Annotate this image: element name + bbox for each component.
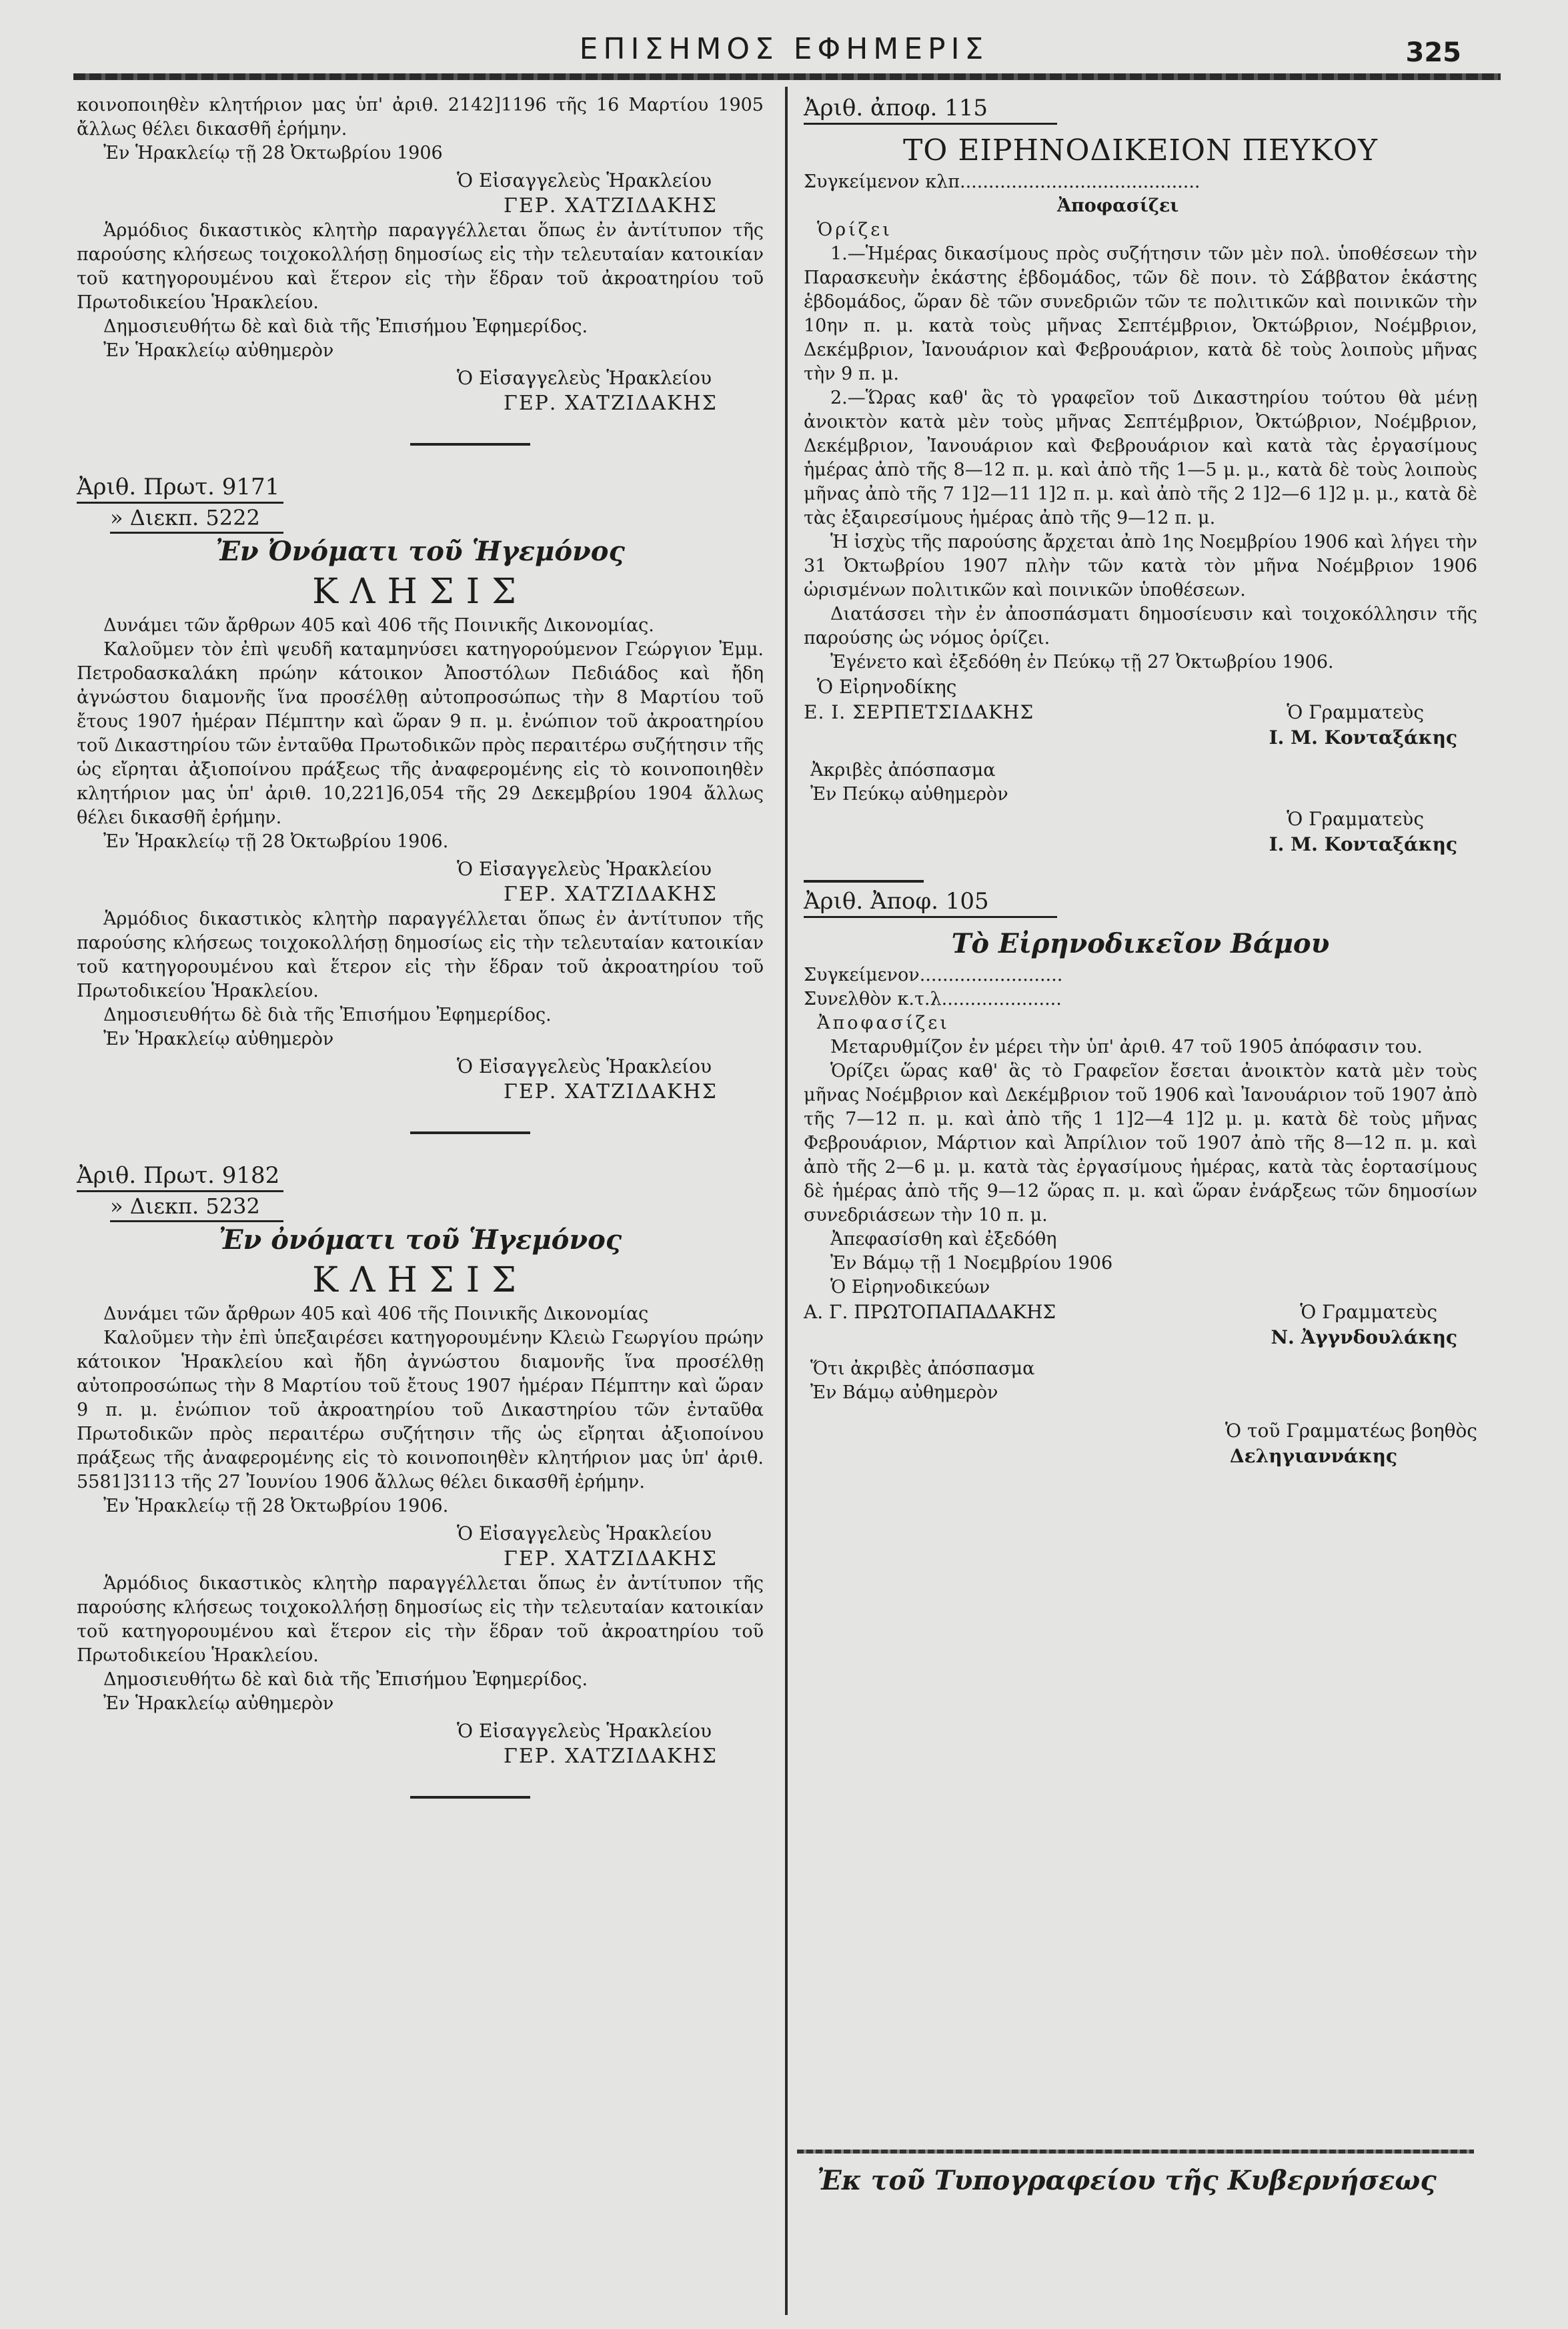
paragraph: Συγκείμενον κλπ.......................................... <box>804 171 1201 192</box>
court-title: Τὸ Εἰρηνοδικεῖον Βάμου <box>951 928 1330 959</box>
paragraph: κοινοποιηθὲν κλητήριον μας ὑπ' ἀριθ. 2142]1196 τῆς 16 Μαρτίου 1905 ἄλλως θέλει δικασθῆ ἐρήμην. <box>77 95 764 139</box>
signature-title: Ὁ Εἰσαγγελεὺς Ἡρακλείου <box>457 858 712 880</box>
signature-title: Ὁ Εἰσαγγελεὺς Ἡρακλείου <box>457 1720 712 1742</box>
page-header-title: ΕΠΙΣΗΜΟΣ ΕΦΗΜΕΡΙΣ <box>579 32 989 66</box>
section-rule <box>410 1796 530 1799</box>
signature-name: ΓΕΡ. ΧΑΤΖΙΔΑΚΗΣ <box>504 392 718 415</box>
paragraph: Καλοῦμεν τὴν ἐπὶ ὑπεξαιρέσει κατηγορουμένην Κλειὼ Γεωργίου πρώην κάτοικον Ἡρακλείου καὶ ἤδη ἀγνώστου διαμονῆς ἵνα προσέλθῃ αὐτοπροσώπως τὴν 8 Μαρτίου τοῦ ἔτους 1907 ἡμέραν Πέμπτην καὶ ὥραν 9 π. μ. ἐνώπιον τοῦ ἀκροατηρίου τοῦ Δικαστηρίου τῶν ἐνταῦθα Πρωτοδικῶν πρὸς περαιτέρω συζήτησιν τῆς ὡς εἴρηται ἀξιοποίνου πράξεως τῆς ἀναφερομένης εἰς τὸ κοινοποιηθὲν κλητήριον μας ὑπ' ἀριθ. 5581]3113 τῆς 27 Ἰουνίου 1906 ἄλλως θέλει δικασθῆ ἐρήμην. <box>77 1328 764 1492</box>
date-line: Ἐν Ἡρακλείῳ τῇ 28 Ὀκτωβρίου 1906. <box>103 831 449 852</box>
orders-label: Ὁρίζει <box>817 219 892 240</box>
signature-title: Ὁ Εἰσαγγελεὺς Ἡρακλείου <box>457 169 712 191</box>
signature-row: Ν. Ἀγγνδουλάκης <box>1271 1326 1457 1348</box>
page-number: 325 <box>1405 37 1461 68</box>
paragraph: Ἁρμόδιος δικαστικὸς κλητὴρ παραγγέλλεται ὅπως ἐν ἀντίτυπον τῆς παρούσης κλήσεως τοιχοκολλήσῃ δημοσίως εἰς τὴν τελευταίαν κατοικίαν τοῦ κατηγορουμένου καὶ ἕτερον εἰς τὴν ἕδραν τοῦ ἀκροατηρίου τοῦ Πρωτοδικείου Ἡρακλείου. <box>77 909 764 1001</box>
signature-name: ΓΕΡ. ΧΑΤΖΙΔΑΚΗΣ <box>504 1745 718 1768</box>
signature-row: Ὁ Εἰρηνοδίκης <box>817 676 957 698</box>
paragraph: Ἡ ἰσχὺς τῆς παρούσης ἄρχεται ἀπὸ 1ης Νοεμβρίου 1906 καὶ λήγει τὴν 31 Ὀκτωβρίου 1907 πλὴν τῶν κατὰ τὸν μῆνα Νοέμβριον 1906 ὡρισμένων πολιτικῶν καὶ ποινικῶν ὑποθέσεων. <box>804 532 1477 600</box>
paragraph: 2.—Ὥρας καθ' ἃς τὸ γραφεῖον τοῦ Δικαστηρίου τούτου θὰ μένῃ ἀνοικτὸν κατὰ μὲν τοὺς μῆνας Σεπτέμβριον, Ὀκτώβριον, Νοέμβριον, Δεκέμβριον, Ἰανουάριον καὶ Φεβρουάριον καὶ κατὰ τὰς ἐργασίμους ἡμέρας ἀπὸ τῆς 8—12 π. μ. καὶ ἀπὸ τῆς 1—5 μ. μ., κατὰ δὲ τοὺς λοιποὺς μῆνας ἀπὸ τῆς 7 1]2—11 1]2 π. μ. καὶ ἀπὸ τῆς 2 1]2—6 1]2 μ. μ., κατὰ δὲ τὰς ἑξαιρεσίμους ἡμέρας ἀπὸ τῆς 9—12 π. μ. <box>804 388 1477 528</box>
signature-name: ΓΕΡ. ΧΑΤΖΙΔΑΚΗΣ <box>504 1080 718 1103</box>
section-title: ΚΛΗΣΙΣ <box>312 1260 528 1300</box>
paragraph: Δημοσιευθήτω δὲ καὶ διὰ τῆς Ἐπισήμου Ἐφημερίδος. <box>103 316 588 337</box>
paragraph: Ἁρμόδιος δικαστικὸς κλητὴρ παραγγέλλεται ὅπως ἐν ἀντίτυπον τῆς παρούσης κλήσεως τοιχοκολλήσῃ δημοσίως εἰς τὴν τελευταίαν κατοικίαν τοῦ κατηγορουμένου καὶ ἕτερον εἰς τὴν ἕδραν τοῦ ἀκροατηρίου τοῦ Πρωτοδικείου Ἡρακλείου. <box>77 220 764 313</box>
footer-rule <box>797 2150 1474 2154</box>
signature-title: Ὁ Εἰσαγγελεὺς Ἡρακλείου <box>457 1522 712 1544</box>
section-heading: Ἐν ὀνόματι τοῦ Ἡγεμόνος <box>218 1224 622 1256</box>
protocol-number: Ἀριθ. Πρωτ. 9182 <box>77 1161 764 1192</box>
signature-name: ΓΕΡ. ΧΑΤΖΙΔΑΚΗΣ <box>504 1547 718 1570</box>
signature-row: Ε. Ι. ΣΕΡΠΕΤΣΙΔΑΚΗΣ Ὁ Γραμματεὺς <box>804 701 1424 723</box>
header-rule <box>73 73 1501 80</box>
diekp-number: » Διεκπ. 5222 <box>77 504 764 534</box>
signature-row: Α. Γ. ΠΡΩΤΟΠΑΠΑΔΑΚΗΣ Ὁ Γραμματεὺς <box>804 1301 1437 1323</box>
signature-title: Ὁ Εἰσαγγελεὺς Ἡρακλείου <box>457 367 712 389</box>
extract-line: Ὅτι ἀκριβὲς ἀπόσπασμα <box>810 1358 1035 1379</box>
decision-number: Ἀριθ. Ἀποφ. 105 <box>804 887 1477 918</box>
signature-title: Ὁ Εἰσαγγελεὺς Ἡρακλείου <box>457 1055 712 1077</box>
decision-label: Ἀποφασίζει <box>817 1013 950 1033</box>
date-line: Ἐν Ἡρακλείῳ αὐθημερὸν <box>103 340 334 361</box>
paragraph: Δυνάμει τῶν ἄρθρων 405 καὶ 406 τῆς Ποινικῆς Δικονομίας <box>103 1304 649 1324</box>
paragraph: Δυνάμει τῶν ἄρθρων 405 καὶ 406 τῆς Ποινικῆς Δικονομίας. <box>103 615 654 636</box>
paragraph: Καλοῦμεν τὸν ἐπὶ ψευδῆ καταμηνύσει κατηγορούμενον Γεώργιον Ἐμμ. Πετροδασκαλάκη πρώην κάτοικον Ἀποστόλων Πεδιάδος καὶ ἤδη ἀγνώστου διαμονῆς ἵνα προσέλθῃ αὐτοπροσώπως τὴν 8 Μαρτίου τοῦ ἔτους 1907 ἡμέραν Πέμπτην καὶ ὥραν 9 π. μ. ἐνώπιον τοῦ ἀκροατηρίου τοῦ Δικαστηρίου τῶν ἐνταῦθα Πρωτοδικῶν πρὸς περαιτέρω συζήτησιν τῆς ὡς εἴρηται ἀξιοποίνου πράξεως τῆς ἀναφερομένης εἰς τὸ κοινοποιηθὲν κλητήριον μας ὑπ' ἀριθ. 10,221]6,054 τῆς 29 Δεκεμβρίου 1904 ἄλλως θέλει δικασθῆ ἐρήμην. <box>77 639 764 828</box>
date-line: Ἐν Ἡρακλείῳ αὐθημερὸν <box>103 1029 334 1049</box>
signature-name: ΓΕΡ. ΧΑΤΖΙΔΑΚΗΣ <box>504 194 718 217</box>
paragraph: Διατάσσει τὴν ἐν ἀποσπάσματι δημοσίευσιν καὶ τοιχοκόλλησιν τῆς παρούσης ὡς νόμος ὁρίζει. <box>804 604 1477 648</box>
decision-number: Ἀριθ. ἀποφ. 115 <box>804 93 1477 125</box>
right-column <box>804 93 1477 1469</box>
decision-label: Ἀποφασίζει <box>1057 195 1179 216</box>
diekp-number: » Διεκπ. 5232 <box>77 1192 764 1222</box>
printer-imprint: Ἐκ τοῦ Τυπογραφείου τῆς Κυβερνήσεως <box>817 2165 1437 2196</box>
court-title: ΤΟ ΕΙΡΗΝΟΔΙΚΕΙΟΝ ΠΕΥΚΟΥ <box>902 133 1379 167</box>
section-rule <box>804 880 924 883</box>
signature-name: ΓΕΡ. ΧΑΤΖΙΔΑΚΗΣ <box>504 883 718 906</box>
date-line: Ἐγένετο καὶ ἐξεδόθη ἐν Πεύκῳ τῇ 27 Ὀκτωβρίου 1906. <box>830 652 1334 672</box>
paragraph: Συγκείμενον......................... <box>804 965 1063 985</box>
signature-row: Ι. Μ. Κονταξάκης <box>1269 727 1457 749</box>
signature-title: Ὁ Εἰρηνοδικεύων <box>830 1277 990 1298</box>
protocol-number: Ἀριθ. Πρωτ. 9171 <box>77 472 764 504</box>
section-rule <box>410 1131 530 1134</box>
column-divider <box>785 87 788 2315</box>
date-line: Ἐν Πεύκῳ αὐθημερὸν <box>810 784 1008 805</box>
paragraph: Δημοσιευθήτω δὲ καὶ διὰ τῆς Ἐπισήμου Ἐφημερίδος. <box>103 1669 588 1690</box>
signature-row: Δεληγιαννάκης <box>1229 1445 1397 1467</box>
signature-row: Ὁ Γραμματεὺς <box>1287 808 1424 830</box>
date-line: Ἐν Βάμῳ τῇ 1 Νοεμβρίου 1906 <box>830 1253 1113 1274</box>
date-line: Ἐν Ἡρακλείῳ τῇ 28 Ὀκτωβρίου 1906 <box>103 143 443 163</box>
paragraph: Μεταρυθμίζον ἐν μέρει τὴν ὑπ' ἀριθ. 47 τοῦ 1905 ἀπόφασιν του. <box>830 1037 1423 1057</box>
signature-row: Ι. Μ. Κονταξάκης <box>1269 833 1457 855</box>
paragraph: Ὁρίζει ὥρας καθ' ἃς τὸ Γραφεῖον ἔσεται ἀνοικτὸν κατὰ μὲν τοὺς μῆνας Νοέμβριον καὶ Δεκέμβριον τοῦ 1906 καὶ Ἰανουάριον τοῦ 1907 ἀπὸ τῆς 7—12 π. μ. καὶ ἀπὸ τῆς 1 1]2—4 1]2 μ. μ. κατὰ δὲ τοὺς μῆνας Φεβρουάριον, Μάρτιον καὶ Ἀπρίλιον τοῦ 1907 ἀπὸ τῆς 8—12 π. μ. καὶ ἀπὸ τῆς 2—6 μ. μ. κατὰ τὰς ἐργασίμους ἡμέρας, κατὰ τὰς ἑορτασίμους δὲ ἡμέρας ἀπὸ τῆς 9—12 ὥρας π. μ. καὶ ὥραν ἐνάρξεως τῶν δημοσίων συνεδριάσεων τὴν 10 π. μ. <box>804 1061 1477 1226</box>
section-title: ΚΛΗΣΙΣ <box>312 572 528 612</box>
paragraph: 1.—Ἡμέρας δικασίμους πρὸς συζήτησιν τῶν μὲν πολ. ὑποθέσεων τὴν Παρασκευὴν ἑκάστης ἑβδομάδος, τῶν δὲ ποιν. τὸ Σάββατον ἑκάστης ἑβδομάδος, ὥραν δὲ τῶν συνεδριῶν τῶν τε πολιτικῶν καὶ ποινικῶν τὴν 10ην π. μ. κατὰ τοὺς μῆνας Σεπτέμβριον, Ὀκτώβριον, Νοέμβριον, Δεκέμβριον, Ἰανουάριον καὶ Φεβρουάριον, κατὰ δὲ τοὺς λοιποὺς μῆνας τὴν 9 π. μ. <box>804 244 1477 384</box>
section-rule <box>410 443 530 446</box>
signature-row: Ὁ τοῦ Γραμματέως βοηθὸς <box>1225 1420 1477 1442</box>
date-line: Ἐν Ἡρακλείῳ τῇ 28 Ὀκτωβρίου 1906. <box>103 1496 449 1516</box>
date-line: Ἐν Βάμῳ αὐθημερὸν <box>810 1382 998 1403</box>
paragraph: Ἀπεφασίσθη καὶ ἐξεδόθη <box>830 1229 1057 1250</box>
date-line: Ἐν Ἡρακλείῳ αὐθημερὸν <box>103 1693 334 1714</box>
left-column <box>77 93 764 1825</box>
extract-line: Ἀκριβὲς ἀπόσπασμα <box>810 760 996 781</box>
section-heading: Ἐν Ὀνόματι τοῦ Ἡγεμόνος <box>215 536 625 567</box>
paragraph: Δημοσιευθήτω δὲ διὰ τῆς Ἐπισήμου Ἐφημερίδος. <box>103 1005 552 1025</box>
paragraph: Συνελθὸν κ.τ.λ..................... <box>804 989 1062 1009</box>
paragraph: Ἁρμόδιος δικαστικὸς κλητὴρ παραγγέλλεται ὅπως ἐν ἀντίτυπον τῆς παρούσης κλήσεως τοιχοκολλήσῃ δημοσίως εἰς τὴν τελευταίαν κατοικίαν τοῦ κατηγορουμένου καὶ ἕτερον εἰς τὴν ἕδραν τοῦ ἀκροατηρίου τοῦ Πρωτοδικείου Ἡρακλείου. <box>77 1573 764 1666</box>
